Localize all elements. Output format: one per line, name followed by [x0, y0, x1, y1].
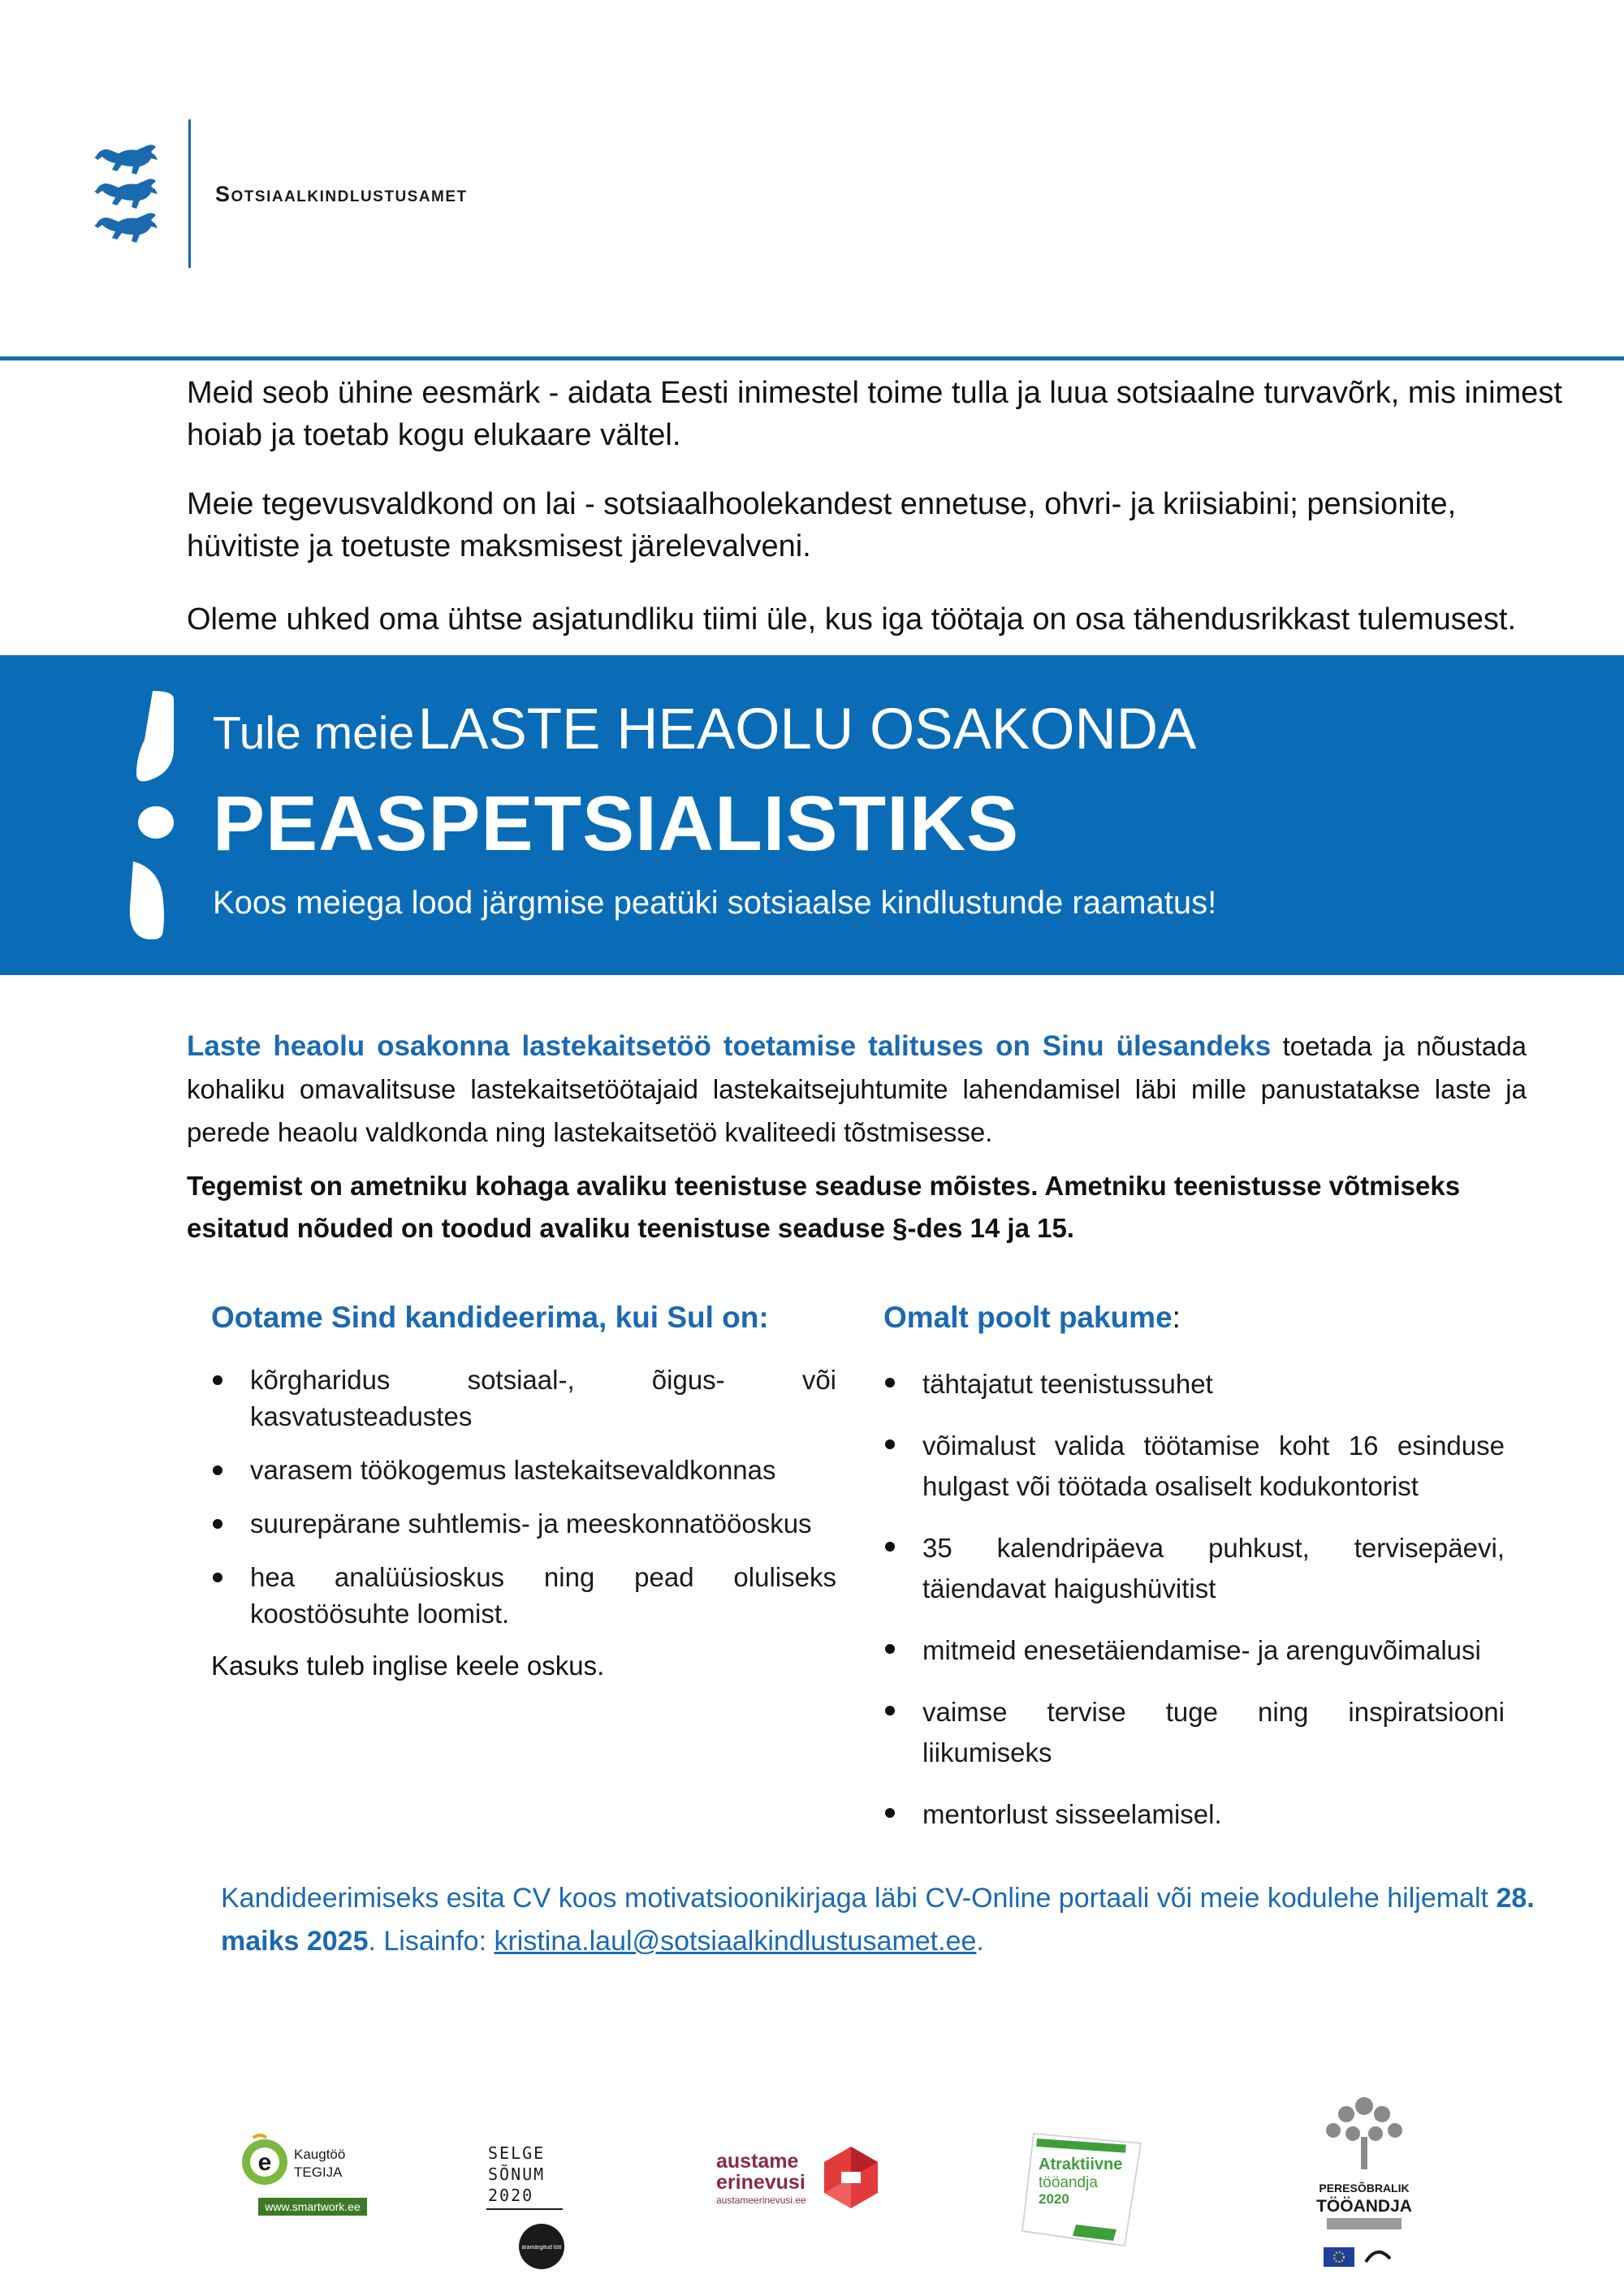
- atraktiivne-tooandja-logo: [1019, 2127, 1145, 2249]
- contact-email-link[interactable]: kristina.laul@sotsiaalkindlustusamet.ee: [494, 1926, 977, 1957]
- kaugtoo-tegija-logo: [237, 2131, 371, 2220]
- list-item: võimalust valida töötamise koht 16 esinduse hulgast või töötada osaliselt kodukontorist: [883, 1426, 1505, 1507]
- civil-service-note: Tegemist on ametniku kohaga avaliku teenistuse seaduse mõistes. Ametniku teenistusse võtmiseks esitatud nõuded on toodud avaliku teenistuse seaduse §-des 14 ja 15.: [187, 1171, 1461, 1243]
- logo-divider: [188, 119, 191, 268]
- list-item: suurepärane suhtlemis- ja meeskonnatööoskus: [211, 1505, 836, 1542]
- list-item: mentorlust sisseelamisel.: [883, 1794, 1505, 1835]
- sonum-label: SÕNUM: [488, 2164, 546, 2184]
- application-info: [221, 1877, 1536, 1963]
- offer-heading: [883, 1301, 1181, 1335]
- job-description-lead: Laste heaolu osakonna lastekaitsetöö toetamise talituses on Sinu ülesandeks: [187, 1030, 1272, 1062]
- list-item: mitmeid enesetäiendamise- ja arenguvõimalusi: [883, 1630, 1505, 1671]
- application-text: Kandideerimiseks esita CV koos motivatsioonikirjaga läbi CV-Online portaali või meie kodulehe hiljemalt: [221, 1883, 1497, 1914]
- list-item: 35 kalendripäeva puhkust, tervisepäevi, täiendavat haigushüvitist: [883, 1528, 1505, 1609]
- estonian-coat-of-arms-icon: [89, 142, 171, 246]
- svg-text:e: e: [257, 2149, 272, 2176]
- selge-badge-text: äramärgitud töö: [521, 2245, 562, 2251]
- header-rule: [0, 356, 1624, 360]
- job-description: [187, 1025, 1527, 1154]
- offer-heading-colon: :: [1172, 1301, 1181, 1334]
- erinevusi-label: erinevusi: [716, 2171, 806, 2194]
- list-item: vaimse tervise tuge ning inspiratsiooni liikumiseks: [883, 1692, 1505, 1773]
- requirements-heading: Ootame Sind kandideerima, kui Sul on:: [211, 1301, 769, 1334]
- application-end: .: [976, 1926, 984, 1957]
- selge-label: SELGE: [488, 2143, 546, 2163]
- tegija-label: TEGIJA: [294, 2164, 343, 2180]
- austame-label: austame: [716, 2150, 799, 2173]
- intro-paragraph-3: Oleme uhked oma ühtse asjatundliku tiimi üle, kus iga töötaja on osa tähendusrikkast tulemusest.: [187, 602, 1517, 637]
- banner-headline-lead: Tule meie: [213, 707, 415, 759]
- list-item: tähtajatut teenistussuhet: [883, 1364, 1505, 1405]
- job-title: PEASPETSIALISTIKS: [213, 780, 1020, 867]
- list-item: varasem töökogemus lastekaitsevaldkonnas: [211, 1452, 836, 1488]
- offer-heading-text: Omalt poolt pakume: [883, 1301, 1173, 1334]
- application-deadline: 28. maiks 2025: [221, 1883, 1535, 1957]
- offer-list: [883, 1364, 1505, 1856]
- austame-erinevusi-logo: [715, 2143, 885, 2216]
- intro-paragraph-1: Meid seob ühine eesmärk - aidata Eesti inimestel toime tulla ja luua sotsiaalne turvavõrk, mis inimest hoiab ja toetab kogu elukaare vältel.: [187, 376, 1562, 452]
- requirements-extra: Kasuks tuleb inglise keele oskus.: [211, 1651, 605, 1681]
- application-contact-label: . Lisainfo:: [368, 1926, 495, 1957]
- smartwork-url: www.smartwork.ee: [265, 2200, 361, 2213]
- banner-headline: [213, 697, 1196, 762]
- requirements-list: [211, 1362, 836, 1649]
- list-item: kõrgharidus sotsiaal-, õigus- või kasvatusteadustes: [211, 1362, 836, 1435]
- brand-curve-mark-icon: [122, 691, 187, 939]
- kaugtoo-label: Kaugtöö: [294, 2147, 346, 2162]
- atraktiivne-label: Atraktiivne: [1039, 2156, 1123, 2173]
- intro-paragraph-2: Meie tegevusvaldkond on lai - sotsiaalhoolekandest ennetuse, ohvri- ja kriisiabini; pensionite, hüvitiste ja toetuste maksmisest järelevalveni.: [187, 487, 1457, 563]
- peresobralik-tooandja-logo: [1315, 2088, 1413, 2275]
- selge-year: 2020: [488, 2186, 534, 2205]
- peresobralik-label: PERESÕBRALIK: [1319, 2182, 1410, 2195]
- banner-department: LASTE HEAOLU OSAKONDA: [417, 697, 1197, 762]
- austame-url: austameerinevusi.ee: [716, 2195, 806, 2206]
- selge-sonum-logo: [483, 2139, 572, 2277]
- atraktiivne-year: 2020: [1039, 2191, 1069, 2207]
- job-description-text: toetada ja nõustada kohaliku omavalitsuse lastekaitsetöötajaid lastekaitsejuhtumite lahendamisel läbi mille panustatakse laste ja perede heaolu valdkonda ning lastekaitsetöö kvaliteedi tõstmisesse.: [187, 1031, 1527, 1147]
- peresobralik-tooandja-label: TÖÖANDJA: [1316, 2197, 1412, 2216]
- tooandja-label: tööandja: [1039, 2174, 1098, 2191]
- list-item: hea analüüsioskus ning pead oluliseks koostöösuhte loomist.: [211, 1559, 836, 1632]
- organization-name: Sotsiaalkindlustusamet: [215, 182, 468, 206]
- banner-subtitle: Koos meiega lood järgmise peatüki sotsiaalse kindlustunde raamatus!: [213, 885, 1217, 921]
